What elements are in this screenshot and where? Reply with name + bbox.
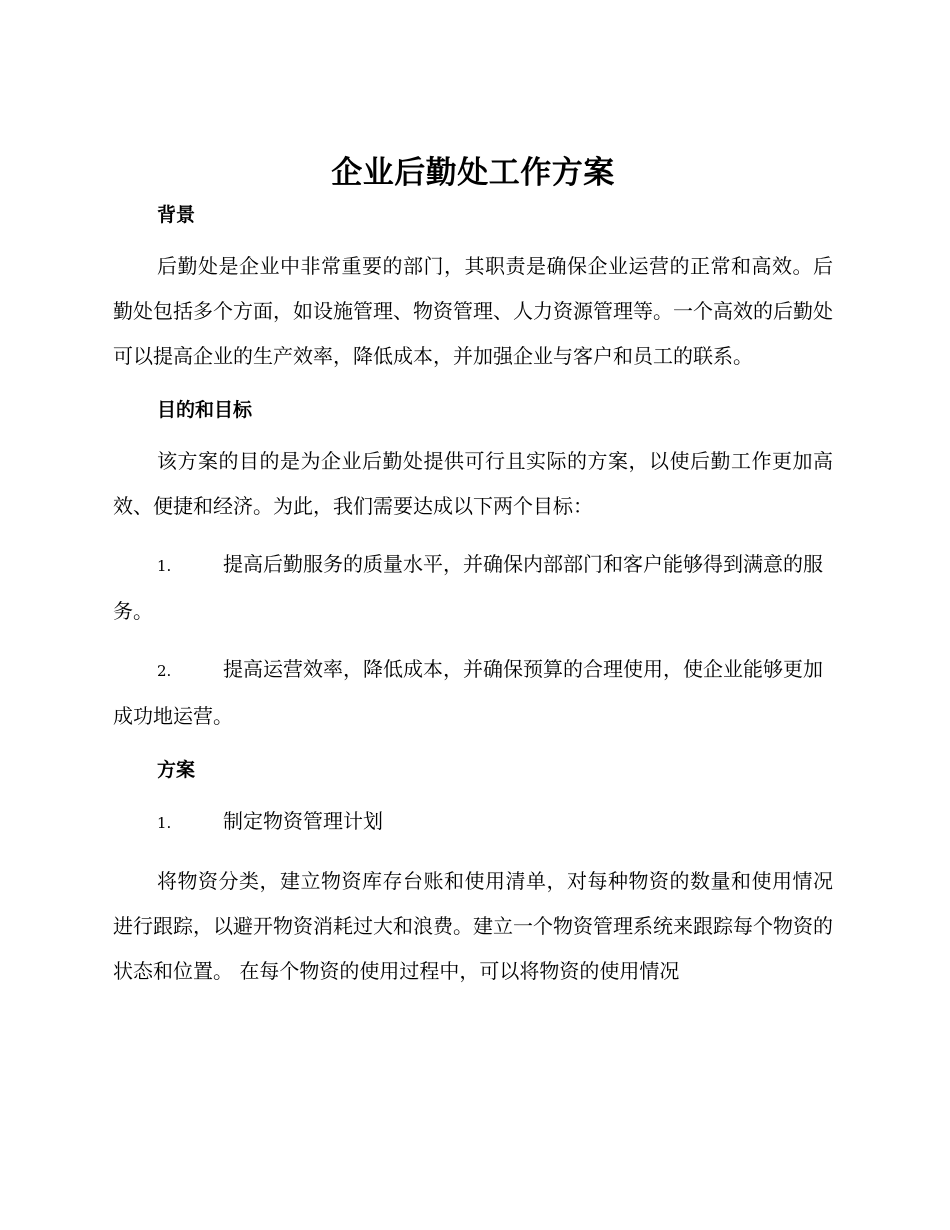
list-item-text: 提高后勤服务的质量水平，并确保内部部门和客户能够得到满意的服务。	[113, 552, 823, 623]
goals-paragraph: 该方案的目的是为企业后勤处提供可行且实际的方案，以使后勤工作更加高效、便捷和经济。为此，我们需要达成以下两个目标：	[113, 449, 833, 518]
list-number: 1.	[157, 557, 172, 575]
document-page	[113, 150, 833, 994]
section-heading-plan: 方案	[157, 759, 196, 781]
list-item-text: 制定物资管理计划	[223, 809, 383, 833]
goals-list-item	[113, 542, 833, 634]
section-heading-goals: 目的和目标	[157, 399, 253, 421]
plan-list-item	[113, 799, 833, 846]
background-paragraph: 后勤处是企业中非常重要的部门，其职责是确保企业运营的正常和高效。后勤处包括多个方面，如设施管理、物资管理、人力资源管理等。一个高效的后勤处可以提高企业的生产效率，降低成本，并加强企业与客户和员工的联系。	[113, 254, 833, 368]
plan-paragraph: 将物资分类，建立物资库存台账和使用清单，对每种物资的数量和使用情况进行跟踪，以避开物资消耗过大和浪费。建立一个物资管理系统来跟踪每个物资的状态和位置。 在每个物资的使用过程中，可以将物资的使用情况	[113, 869, 833, 983]
document-title: 企业后勤处工作方案	[331, 155, 615, 191]
goals-list-item	[113, 647, 833, 739]
list-number: 1.	[157, 814, 172, 832]
list-number: 2.	[157, 662, 172, 680]
list-item-text: 提高运营效率，降低成本，并确保预算的合理使用，使企业能够更加成功地运营。	[113, 657, 823, 728]
section-heading-background: 背景	[157, 204, 196, 226]
